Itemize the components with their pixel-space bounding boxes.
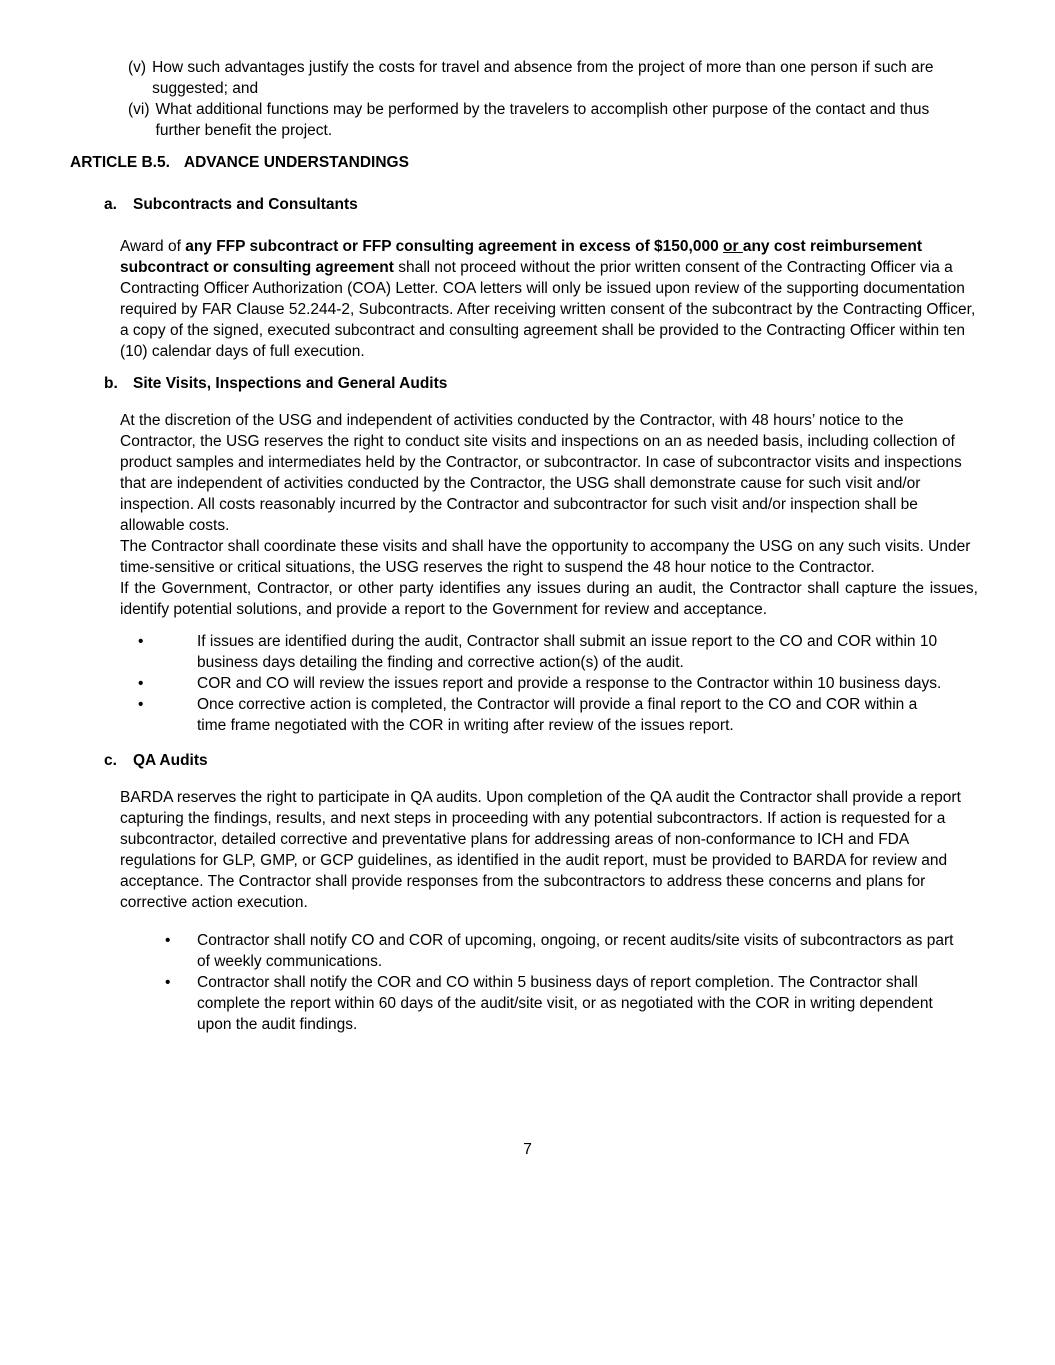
list-item-text: How such advantages justify the costs for travel and absence from the project of more than one person if such are suggested; and [152,59,934,97]
list-item [128,99,956,141]
bullet-icon: • [138,675,144,692]
list-item-text: COR and CO will review the issues report and provide a response to the Contractor within 10 business days. [197,675,942,692]
section-heading-a [104,194,1055,215]
list-item [165,972,962,1035]
article-label: ARTICLE B.5. [70,154,170,171]
paragraph-site-visits-3: If the Government, Contractor, or other party identifies any issues during an audit, the Contractor shall capture the issues, identify potential solutions, and provide a report to the Government for review and acceptance. [120,580,978,618]
list-item-marker: (v) [128,59,147,76]
list-item-text: Contractor shall notify CO and COR of upcoming, ongoing, or recent audits/site visits of subcontractors as part of weekly communications. [197,932,954,970]
list-item [165,930,962,972]
paragraph-text: shall not proceed without the prior written consent of the Contracting Officer via a Contracting Officer Authorization (COA) Letter. COA letters will only be issued upon review of the supporting documentation required by FAR Clause 52.244-2, Subcontracts. After receiving written consent of the subcontract by the Contracting Officer, a copy of the signed, executed subcontract and consulting agreement shall be provided to the Contracting Officer within ten (10) calendar days of full execution. [120,259,976,360]
list-item [138,631,947,673]
audit-issues-bullet-list [138,631,947,736]
bullet-icon: • [165,932,171,949]
page-number: 7 [523,1141,532,1158]
list-item-marker: (vi) [128,101,150,118]
bullet-icon: • [138,633,144,650]
qa-notify-bullet-list [165,930,962,1035]
paragraph-site-visits-1: At the discretion of the USG and independent of activities conducted by the Contractor, with 48 hours’ notice to the Contractor, the USG reserves the right to conduct site visits and inspections on an as needed basis, including collection of product samples and intermediates held by the Contractor, or subcontractor. In case of subcontractor visits and inspections that are independent of activities conducted by the Contractor, the USG shall demonstrate cause for such visit and/or inspection. All costs reasonably incurred by the Contractor and subcontractor for such visit and/or inspection shall be allowable costs. [120,412,962,534]
section-heading-b [104,373,1055,394]
list-item [128,57,956,99]
paragraph-bold-text: any cost reimbursement subcontract or consulting agreement [120,238,923,276]
paragraph-qa-audits: BARDA reserves the right to participate in QA audits. Upon completion of the QA audit the Contractor shall provide a report capturing the findings, results, and next steps in proceeding with any potential subcontractors. If action is requested for a subcontractor, detailed corrective and preventative plans for addressing areas of non-conformance to ICH and FDA regulations for GLP, GMP, or GCP guidelines, as identified in the audit report, must be provided to BARDA for review and acceptance. The Contractor shall provide responses from the subcontractors to address these concerns and plans for corrective action execution. [120,789,961,911]
section-title: Site Visits, Inspections and General Audits [133,375,448,392]
paragraph-bold-text: any FFP subcontract or FFP consulting agreement in excess of $150,000 [185,238,724,255]
paragraph-bold-underline-text: or [723,238,743,255]
paragraph-site-visits-2: The Contractor shall coordinate these visits and shall have the opportunity to accompany the USG on any such visits. Under time-sensitive or critical situations, the USG reserves the right to suspend the 48 hour notice to the Contractor. [120,538,971,576]
paragraph-subcontracts [120,236,978,362]
article-title: ADVANCE UNDERSTANDINGS [183,154,409,171]
paragraph-text: Award of [120,238,186,255]
list-item-text: What additional functions may be performed by the travelers to accomplish other purpose of the contact and thus further benefit the project. [155,101,930,139]
section-marker: b. [104,375,118,392]
list-item-text: Contractor shall notify the COR and CO within 5 business days of report completion. The Contractor shall complete the report within 60 days of the audit/site visit, or as negotiated with the COR in writing dependent upon the audit findings. [197,974,933,1033]
intro-numbered-list [128,57,956,141]
list-item [138,673,947,694]
section-title: Subcontracts and Consultants [133,196,358,213]
bullet-icon: • [138,696,144,713]
section-marker: a. [104,196,117,213]
list-item [138,694,947,736]
section-title: QA Audits [133,752,208,769]
article-heading [70,152,1055,173]
list-item-text: If issues are identified during the audit, Contractor shall submit an issue report to the CO and COR within 10 business days detailing the finding and corrective action(s) of the audit. [197,633,938,671]
list-item-text: Once corrective action is completed, the Contractor will provide a final report to the CO and COR within a time frame negotiated with the COR in writing after review of the issues report. [197,696,918,734]
section-marker: c. [104,752,117,769]
section-heading-c [104,750,1055,771]
bullet-icon: • [165,974,171,991]
